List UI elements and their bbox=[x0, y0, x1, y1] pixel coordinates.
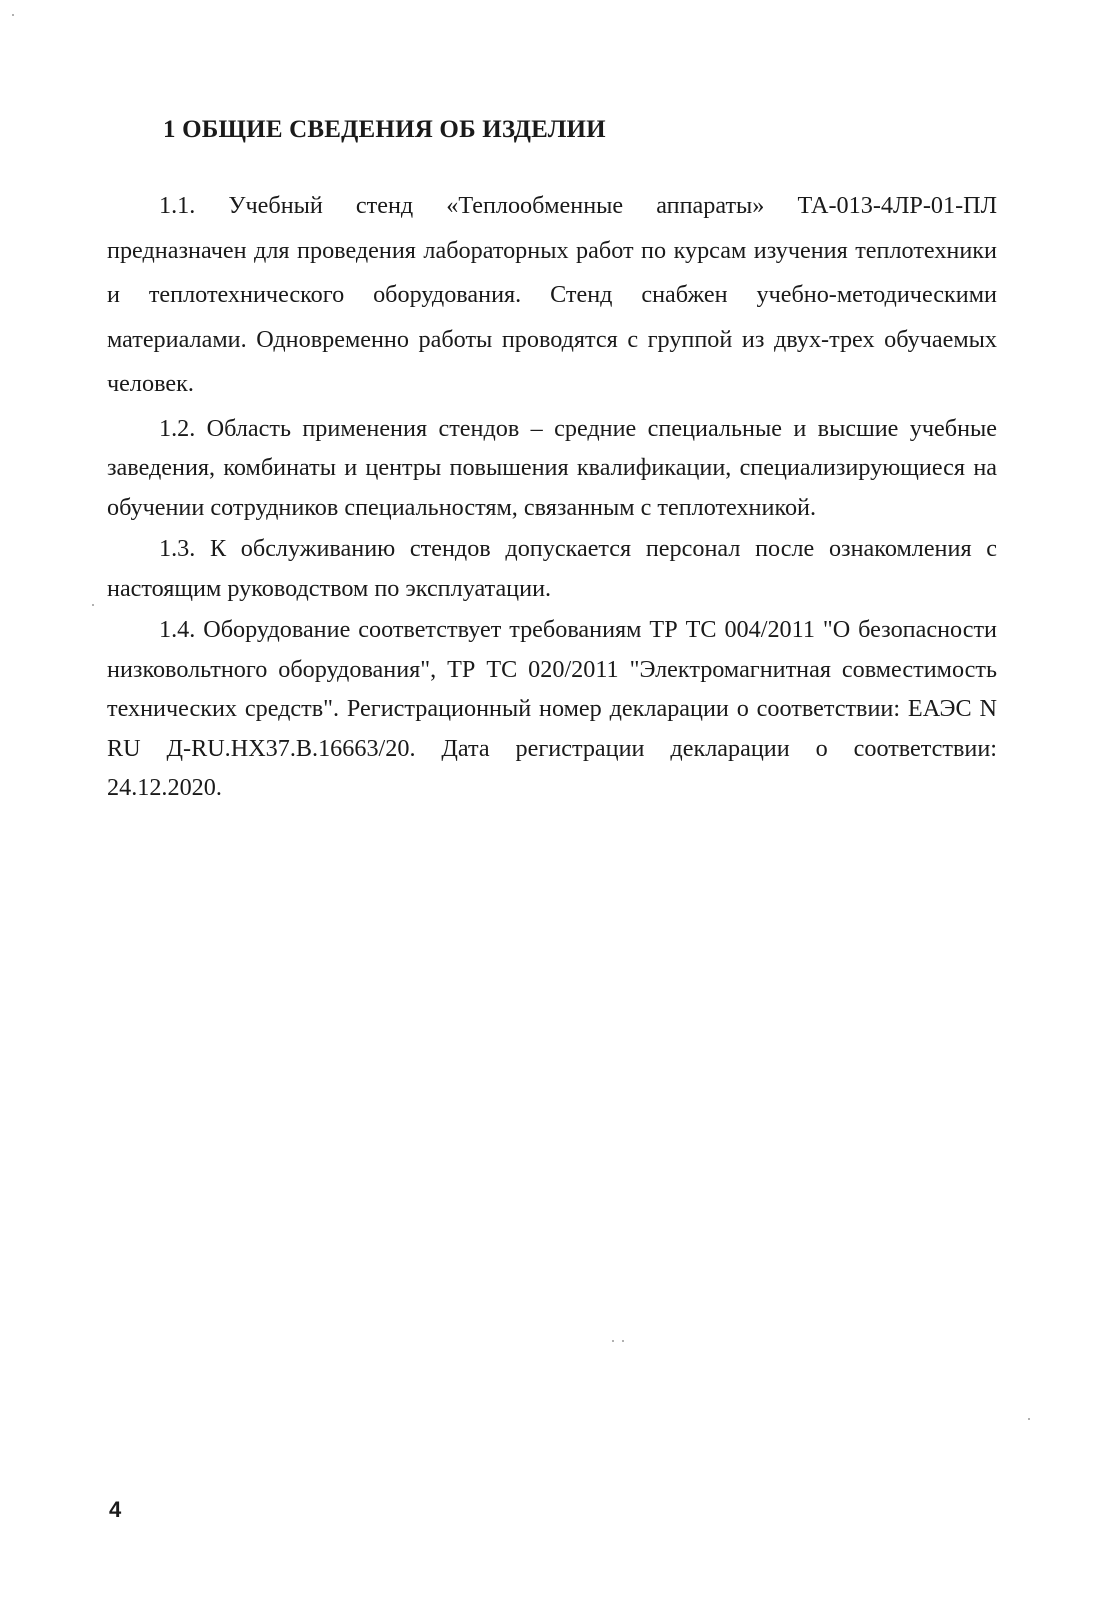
paragraph-1-4: 1.4. Оборудование соответствует требованиям ТР ТС 004/2011 "О безопасности низковольтного оборудования", ТР ТС 020/2011 "Электромагнитная совместимость технических средств". Регистрационный номер декларации о соответствии: ЕАЭС N RU Д-RU.НХ37.В.16663/20. Дата регистрации декларации о соответствии: 24.12.2020. bbox=[107, 616, 997, 801]
paragraph-1-2: 1.2. Область применения стендов – средние специальные и высшие учебные заведения, комбинаты и центры повышения квалификации, специализирующиеся на обучении сотрудников специальностям, связанным с теплотехникой. bbox=[107, 414, 997, 521]
scan-speck bbox=[12, 14, 14, 16]
section-body bbox=[107, 184, 997, 808]
scan-speck bbox=[612, 1340, 614, 1342]
section-heading: 1 ОБЩИЕ СВЕДЕНИЯ ОБ ИЗДЕЛИИ bbox=[163, 116, 606, 143]
paragraph-1-1: 1.1. Учебный стенд «Теплообменные аппараты» ТА-013-4ЛР-01-ПЛ предназначен для проведения лабораторных работ по курсам изучения теплотехники и теплотехнического оборудования. Стенд снабжен учебно-методическими материалами. Одновременно работы проводятся с группой из двух-трех обучаемых человек. bbox=[107, 192, 997, 397]
scan-speck bbox=[1028, 1418, 1030, 1420]
page-number: 4 bbox=[109, 1497, 122, 1522]
scan-speck bbox=[92, 604, 94, 606]
paragraph-1-3: 1.3. К обслуживанию стендов допускается персонал после ознакомления с настоящим руководством по эксплуатации. bbox=[107, 535, 997, 602]
scan-speck bbox=[622, 1340, 624, 1342]
